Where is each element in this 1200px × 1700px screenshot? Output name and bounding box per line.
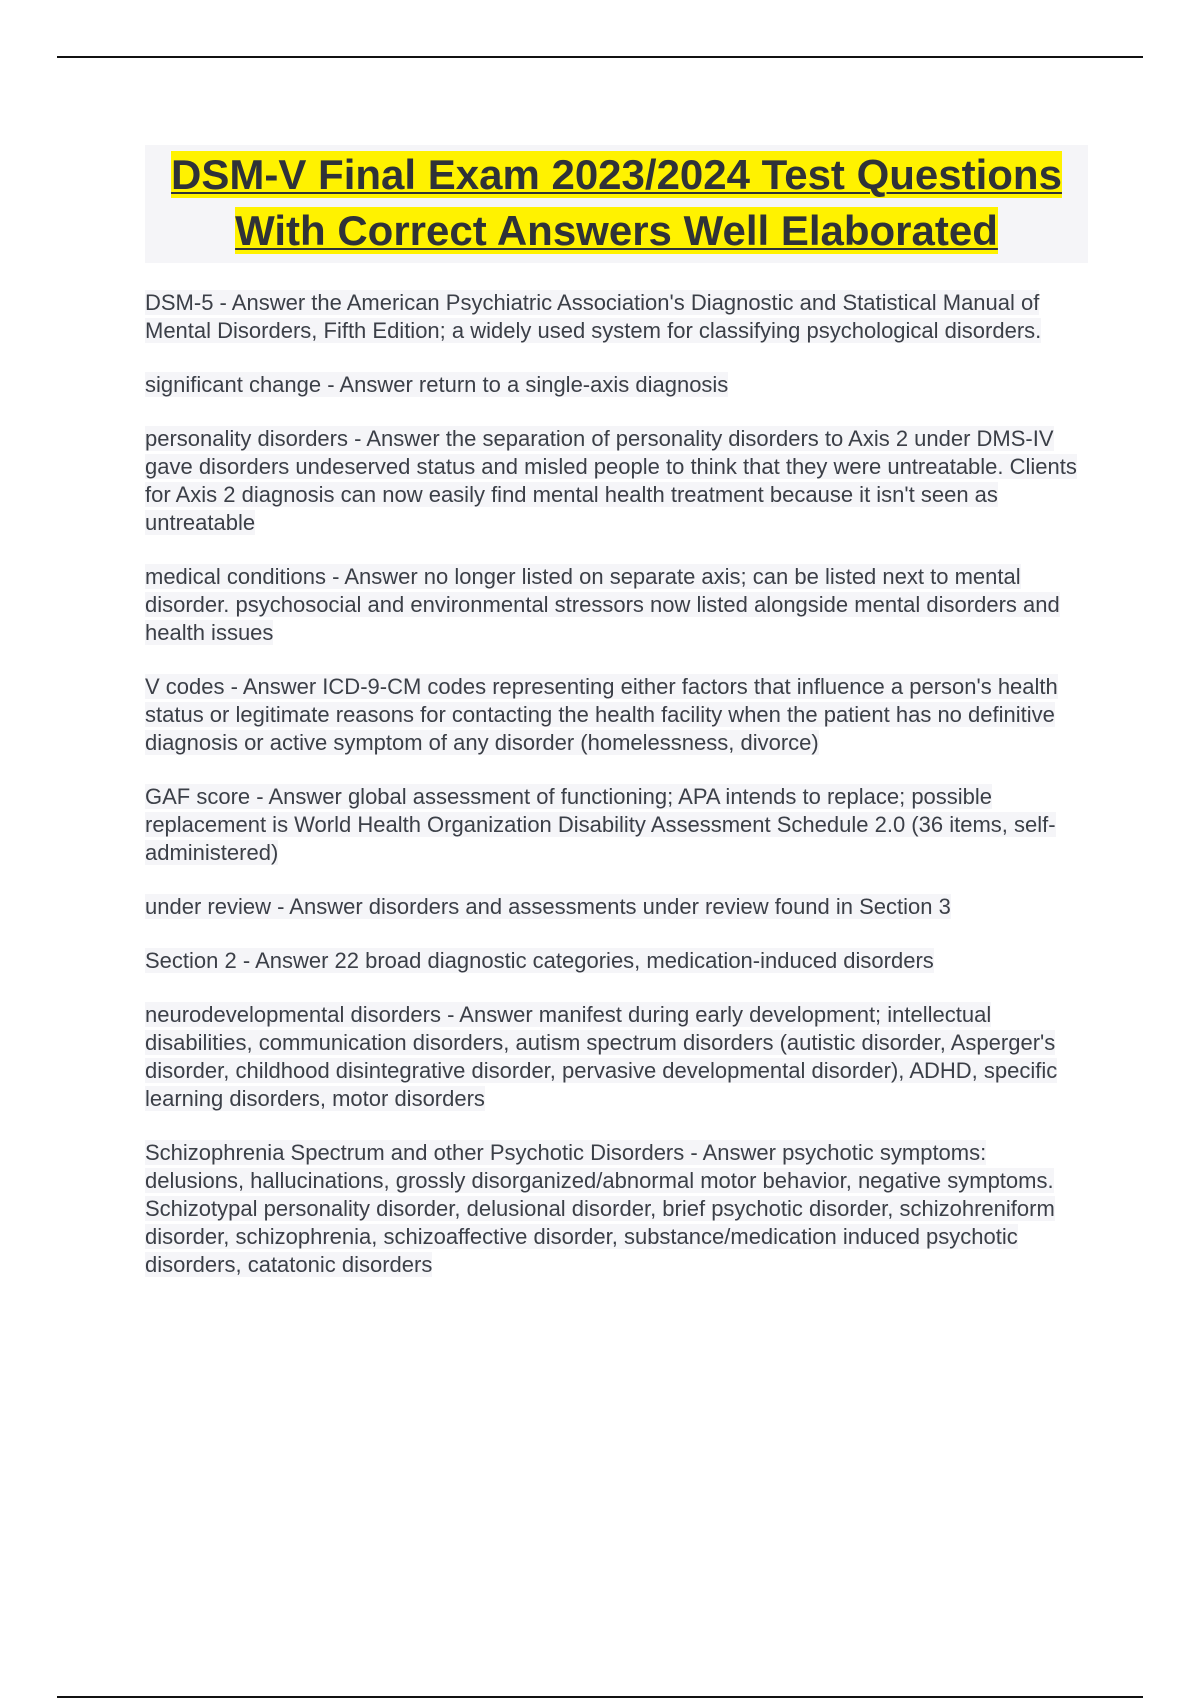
- qa-text: V codes - Answer ICD-9-CM codes representing either factors that influence a person's health status or legitimate reasons for contacting the health facility when the patient has no definitive diagnosis or active symptom of any disorder (homelessness, divorce): [145, 674, 1058, 755]
- document-title: [145, 147, 1088, 259]
- list-item: [145, 1139, 1088, 1279]
- qa-list: [145, 289, 1088, 1279]
- list-item: [145, 673, 1088, 757]
- list-item: [145, 893, 1088, 921]
- list-item: [145, 947, 1088, 975]
- title-text: DSM-V Final Exam 2023/2024 Test Questions With Correct Answers Well Elaborated: [171, 151, 1062, 254]
- qa-text: Section 2 - Answer 22 broad diagnostic categories, medication-induced disorders: [145, 948, 934, 973]
- qa-text: under review - Answer disorders and assessments under review found in Section 3: [145, 894, 951, 919]
- list-item: [145, 563, 1088, 647]
- bottom-rule: [57, 1696, 1143, 1698]
- title-block: [145, 145, 1088, 263]
- qa-text: GAF score - Answer global assessment of functioning; APA intends to replace; possible replacement is World Health Organization Disability Assessment Schedule 2.0 (36 items, self-administered): [145, 784, 1056, 865]
- list-item: [145, 783, 1088, 867]
- qa-text: significant change - Answer return to a single-axis diagnosis: [145, 372, 729, 397]
- qa-text: DSM-5 - Answer the American Psychiatric Association's Diagnostic and Statistical Manual of Mental Disorders, Fifth Edition; a widely used system for classifying psychological disorders.: [145, 290, 1042, 343]
- top-rule: [57, 56, 1143, 58]
- qa-text: medical conditions - Answer no longer listed on separate axis; can be listed next to mental disorder. psychosocial and environmental stressors now listed alongside mental disorders and health issues: [145, 564, 1060, 645]
- list-item: [145, 371, 1088, 399]
- qa-text: personality disorders - Answer the separation of personality disorders to Axis 2 under DMS-IV gave disorders undeserved status and misled people to think that they were untreatable. Clients for Axis 2 diagnosis can now easily find mental health treatment because it isn't seen as untreatable: [145, 426, 1077, 535]
- qa-text: Schizophrenia Spectrum and other Psychotic Disorders - Answer psychotic symptoms: delusions, hallucinations, grossly disorganized/abnormal motor behavior, negative symptoms. Schizotypal personality disorder, delusional disorder, brief psychotic disorder, schizohreniform disorder, schizophrenia, schizoaffective disorder, substance/medication induced psychotic disorders, catatonic disorders: [145, 1140, 1055, 1277]
- document-body: [145, 145, 1088, 1305]
- list-item: [145, 289, 1088, 345]
- list-item: [145, 425, 1088, 537]
- qa-text: neurodevelopmental disorders - Answer manifest during early development; intellectual disabilities, communication disorders, autism spectrum disorders (autistic disorder, Asperger's disorder, childhood disintegrative disorder, pervasive developmental disorder), ADHD, specific learning disorders, motor disorders: [145, 1002, 1058, 1111]
- list-item: [145, 1001, 1088, 1113]
